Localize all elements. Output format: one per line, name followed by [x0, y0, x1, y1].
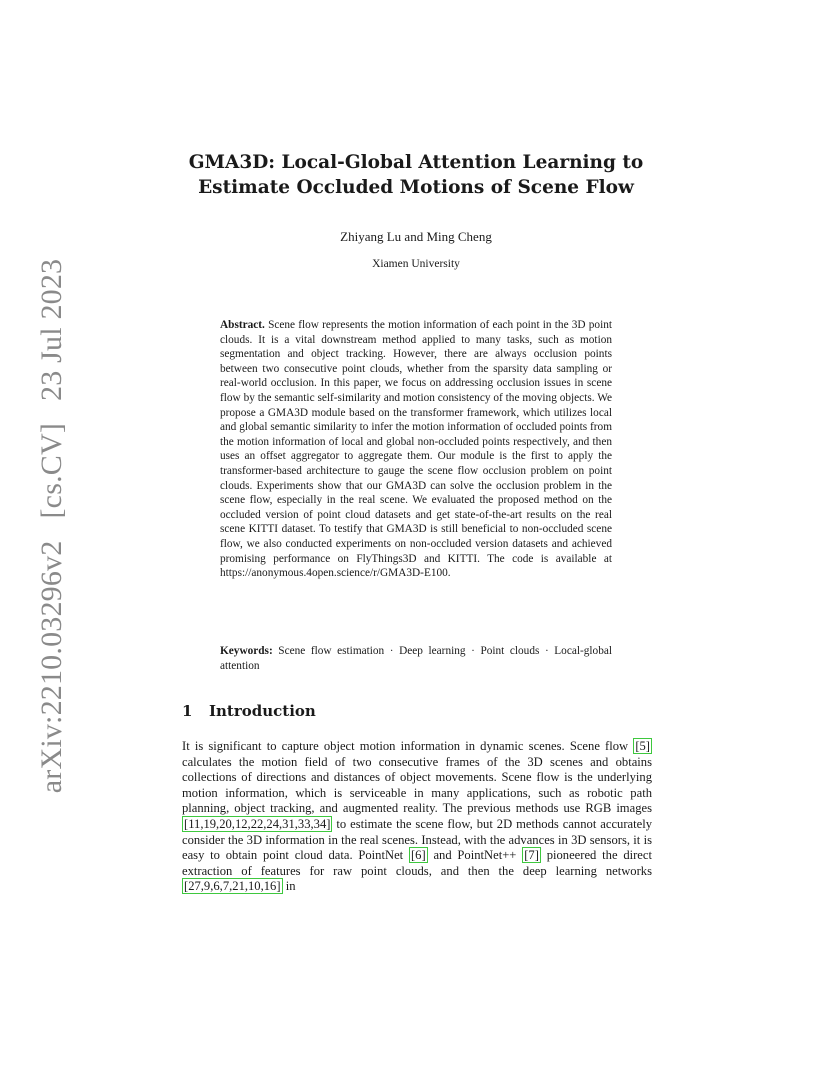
title-line-2: Estimate Occluded Motions of Scene Flow [198, 177, 634, 198]
introduction-paragraph [182, 739, 652, 895]
section-number: 1 [182, 702, 193, 720]
citation-link[interactable]: [11,19,20,12,22,24,31,33,34] [184, 816, 331, 831]
citation-link[interactable]: [6] [410, 848, 426, 863]
abstract-text: Scene flow represents the motion information of each point in the 3D point clouds. It is a vital downstream method applied to many tasks, such as motion segmentation and object tracking. However, there are always occlusion points between two consecutive point clouds, whether from the sparsity data sampling or real-world occlusion. In this paper, we focus on addressing occlusion issues in scene flow by the semantic self-similarity and motion consistency of the moving objects. We propose a GMA3D module based on the transformer framework, which utilizes local and global semantic similarity to infer the motion information of occluded points from the motion information of local and global non-occluded points respectively, and then uses an offset aggregator to aggregate them. Our module is the first to apply the transformer-based architecture to gauge the scene flow occlusion problem on point clouds. Experiments show that our GMA3D can solve the occlusion problem in the scene flow, especially in the real scene. We evaluated the proposed method on the occluded version of point cloud datasets and get state-of-the-art results on the real scene KITTI dataset. To testify that GMA3D is still beneficial to non-occluded scene flow, we also conducted experiments on non-occluded version datasets and achieved promising performance on FlyThings3D and KITTI. The code is available at https://anonymous.4open.science/r/GMA3D-E100. [220, 319, 613, 580]
section-title: Introduction [209, 702, 316, 720]
title-line-1: GMA3D: Local-Global Attention Learning to [188, 152, 644, 173]
intro-text-1: It is significant to capture object motion information in dynamic scenes. Scene flow [182, 739, 629, 753]
citation-link[interactable]: [27,9,6,7,21,10,16] [184, 879, 281, 894]
keywords [220, 644, 612, 673]
abstract-label: Abstract. [220, 319, 265, 331]
arxiv-id: arXiv:2210.03296v2 [35, 540, 68, 794]
keywords-label: Keywords: [220, 645, 273, 657]
citation-link[interactable]: [7] [524, 848, 539, 863]
intro-text-2: calculates the motion field of two consecutive frames of the 3D scenes and obtains collections of directions and distances of object movements. Scene flow is the underlying motion information, which is serviceable in many applications, such as robotic path planning, object tracking, and augmented reality. The previous methods use RGB images [182, 754, 652, 816]
section-heading [182, 702, 652, 720]
arxiv-side-stamp [35, 259, 69, 794]
abstract [220, 318, 612, 581]
citation-link[interactable]: [5] [635, 739, 650, 753]
keywords-text: Scene flow estimation · Deep learning · Point clouds · Local-global attention [220, 645, 612, 672]
intro-text-5: pioneered the direct extraction of features for raw point clouds, and then the deep learning networks [182, 848, 652, 878]
paper-affiliation: Xiamen University [372, 258, 460, 270]
intro-text-6: in [285, 879, 296, 894]
intro-text-3: to estimate the scene flow, but 2D methods cannot accurately consider the 3D information in the real scenes. Instead, with the advances in 3D sensors, it is easy to obtain point cloud data. PointNet [182, 816, 653, 863]
arxiv-category: [cs.CV] [35, 422, 68, 519]
intro-text-4: and PointNet++ [433, 848, 517, 863]
arxiv-date: 23 Jul 2023 [35, 258, 68, 401]
paper-title [160, 150, 672, 200]
paper-authors: Zhiyang Lu and Ming Cheng [340, 229, 492, 244]
